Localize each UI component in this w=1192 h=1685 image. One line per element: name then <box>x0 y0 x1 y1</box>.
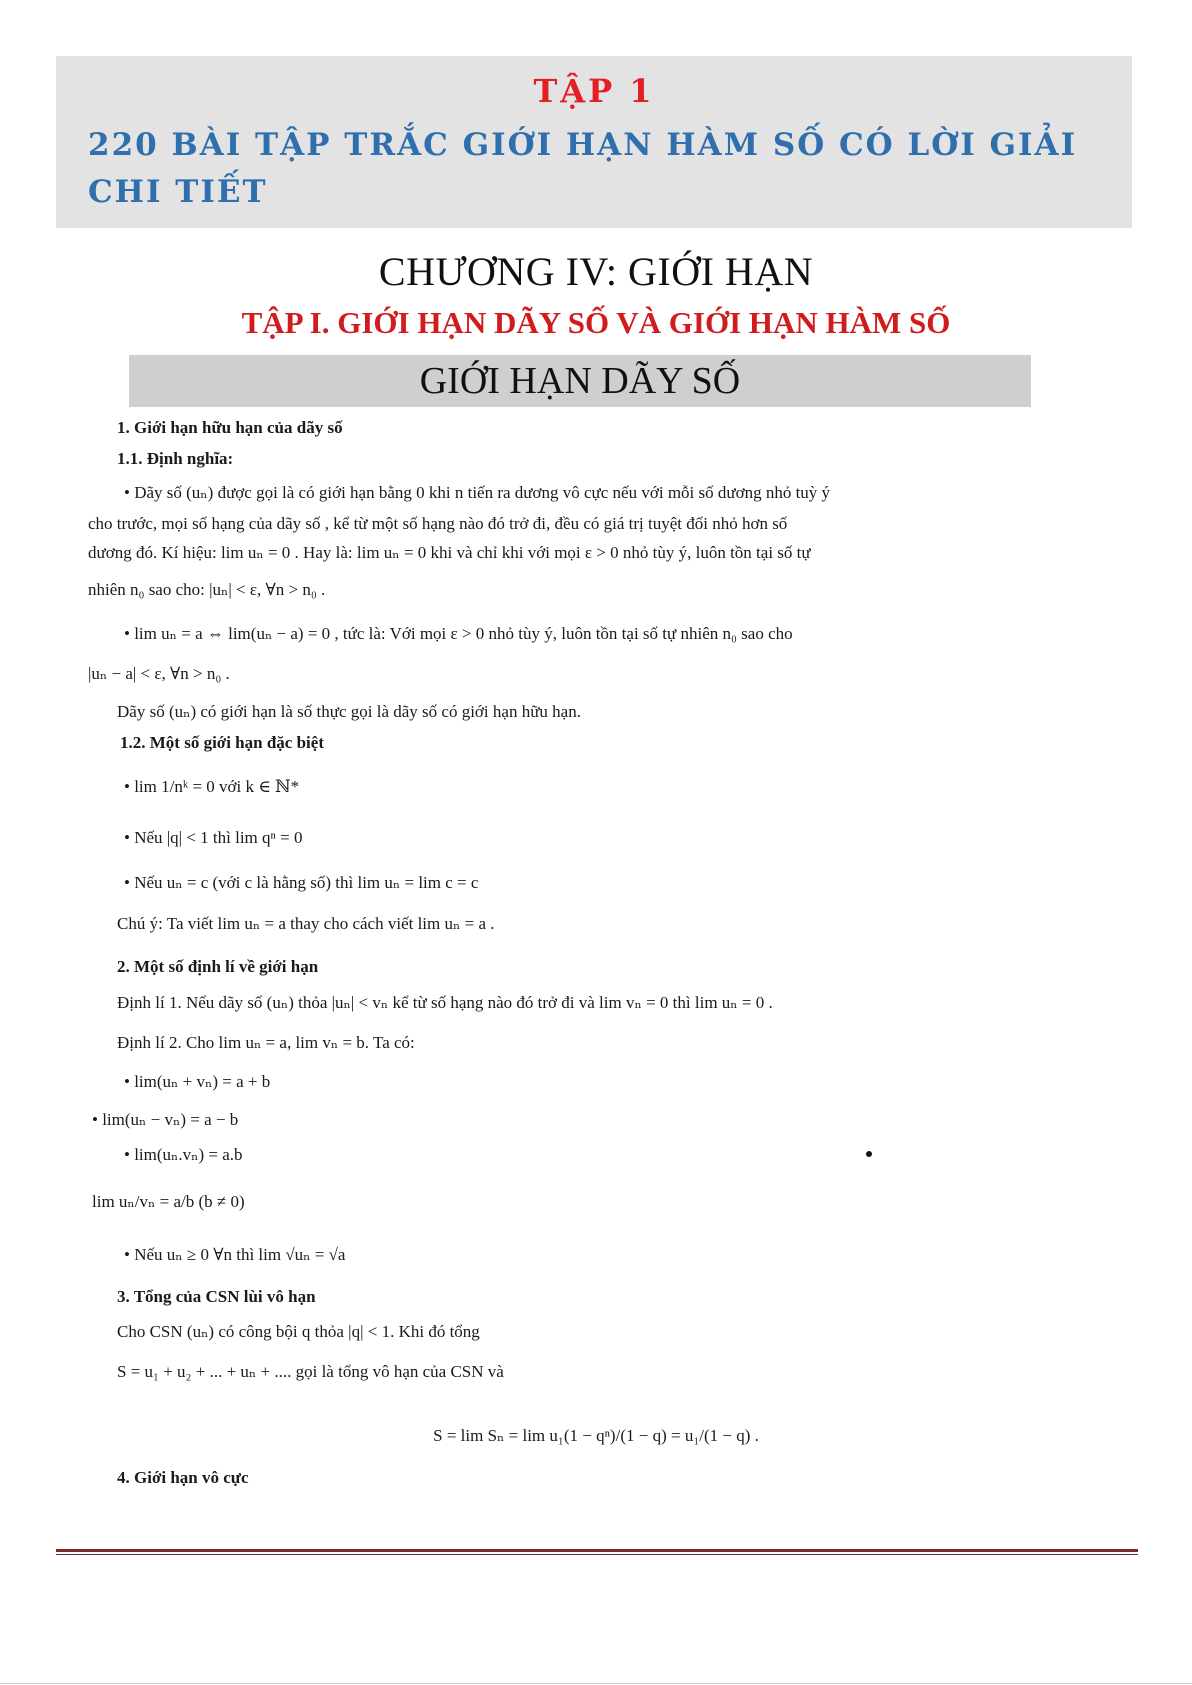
formula-line: • lim 1/nᵏ = 0 với k ∈ ℕ* <box>124 777 300 796</box>
heading-1-2: 1.2. Một số giới hạn đặc biệt <box>120 733 324 752</box>
formula-line: • Nếu uₙ = c (với c là hằng số) thì lim uₙ = lim c = c <box>124 873 479 892</box>
theorem-line: Định lí 2. Cho lim uₙ = a, lim vₙ = b. Ta có: <box>117 1033 415 1052</box>
paragraph-line: Cho CSN (uₙ) có công bội q thỏa |q| < 1. Khi đó tổng <box>117 1322 480 1341</box>
formula-line: lim uₙ/vₙ = a/b (b ≠ 0) <box>92 1192 245 1211</box>
paragraph-line: Dãy số (uₙ) có giới hạn là số thực gọi là dãy số có giới hạn hữu hạn. <box>117 702 581 721</box>
chapter-title: CHƯƠNG IV: GIỚI HẠN <box>378 249 814 294</box>
paragraph-line: dương đó. Kí hiệu: lim uₙ = 0 . Hay là: lim uₙ = 0 khi và chỉ khi với mọi ε > 0 nhỏ tùy ý, luôn tồn tại số tự <box>88 543 811 562</box>
formula-line: • lim(uₙ.vₙ) = a.b <box>124 1145 243 1164</box>
heading-4: 4. Giới hạn vô cực <box>117 1468 249 1487</box>
formula-line: • Nếu uₙ ≥ 0 ∀n thì lim √uₙ = √a <box>124 1245 346 1264</box>
bullet-mark <box>866 1151 872 1157</box>
heading-1: 1. Giới hạn hữu hạn của dãy số <box>117 418 343 437</box>
paragraph-line: |uₙ − a| < ε, ∀n > n₀ . <box>88 664 230 683</box>
footer-rule <box>56 1549 1138 1552</box>
banner-title-main: 220 BÀI TẬP TRẮC GIỚI HẠN HÀM SỐ CÓ LỜI GIẢI CHI TIẾT <box>88 127 1078 210</box>
footer-rule-thin <box>56 1554 1138 1555</box>
chapter-subtitle: TẬP I. GIỚI HẠN DÃY SỐ VÀ GIỚI HẠN HÀM SỐ <box>241 305 951 340</box>
heading-1-1: 1.1. Định nghĩa: <box>117 449 234 468</box>
paragraph-line: • lim uₙ = a ⇔ lim(uₙ − a) = 0 , tức là: Với mọi ε > 0 nhỏ tùy ý, luôn tồn tại số tự nhiên n₀ sao cho <box>124 624 793 643</box>
page-bottom-edge <box>0 1683 1192 1684</box>
note-line: Chú ý: Ta viết lim uₙ = a thay cho cách viết lim uₙ = a . <box>117 914 495 933</box>
title-banner <box>56 56 1132 228</box>
formula-line: • lim(uₙ + vₙ) = a + b <box>124 1072 271 1091</box>
formula-line: • lim(uₙ − vₙ) = a − b <box>92 1110 239 1129</box>
paragraph-line: nhiên n₀ sao cho: |uₙ| < ε, ∀n > n₀ . <box>88 580 326 599</box>
formula-line: • Nếu |q| < 1 thì lim qⁿ = 0 <box>124 828 303 847</box>
formula-sum: S = lim Sₙ = lim u₁(1 − qⁿ)/(1 − q) = u₁/(1 − q) . <box>433 1426 759 1445</box>
heading-2: 2. Một số định lí về giới hạn <box>117 957 319 976</box>
section-title: GIỚI HẠN DÃY SỐ <box>129 355 1031 407</box>
banner-title-volume: TẬP 1 <box>533 72 655 110</box>
paragraph-line: S = u₁ + u₂ + ... + uₙ + .... gọi là tổng vô hạn của CSN và <box>117 1362 504 1381</box>
paragraph-line: • Dãy số (uₙ) được gọi là có giới hạn bằng 0 khi n tiến ra dương vô cực nếu với mỗi số dương nhỏ tuỳ ý <box>124 483 831 502</box>
heading-3: 3. Tổng của CSN lùi vô hạn <box>117 1287 316 1306</box>
theorem-line: Định lí 1. Nếu dãy số (uₙ) thỏa |uₙ| < vₙ kể từ số hạng nào đó trở đi và lim vₙ = 0 thì lim uₙ = 0 . <box>117 993 773 1012</box>
paragraph-line: cho trước, mọi số hạng của dãy số , kể từ một số hạng nào đó trở đi, đều có giá trị tuyệt đối nhỏ hơn số <box>88 514 788 533</box>
